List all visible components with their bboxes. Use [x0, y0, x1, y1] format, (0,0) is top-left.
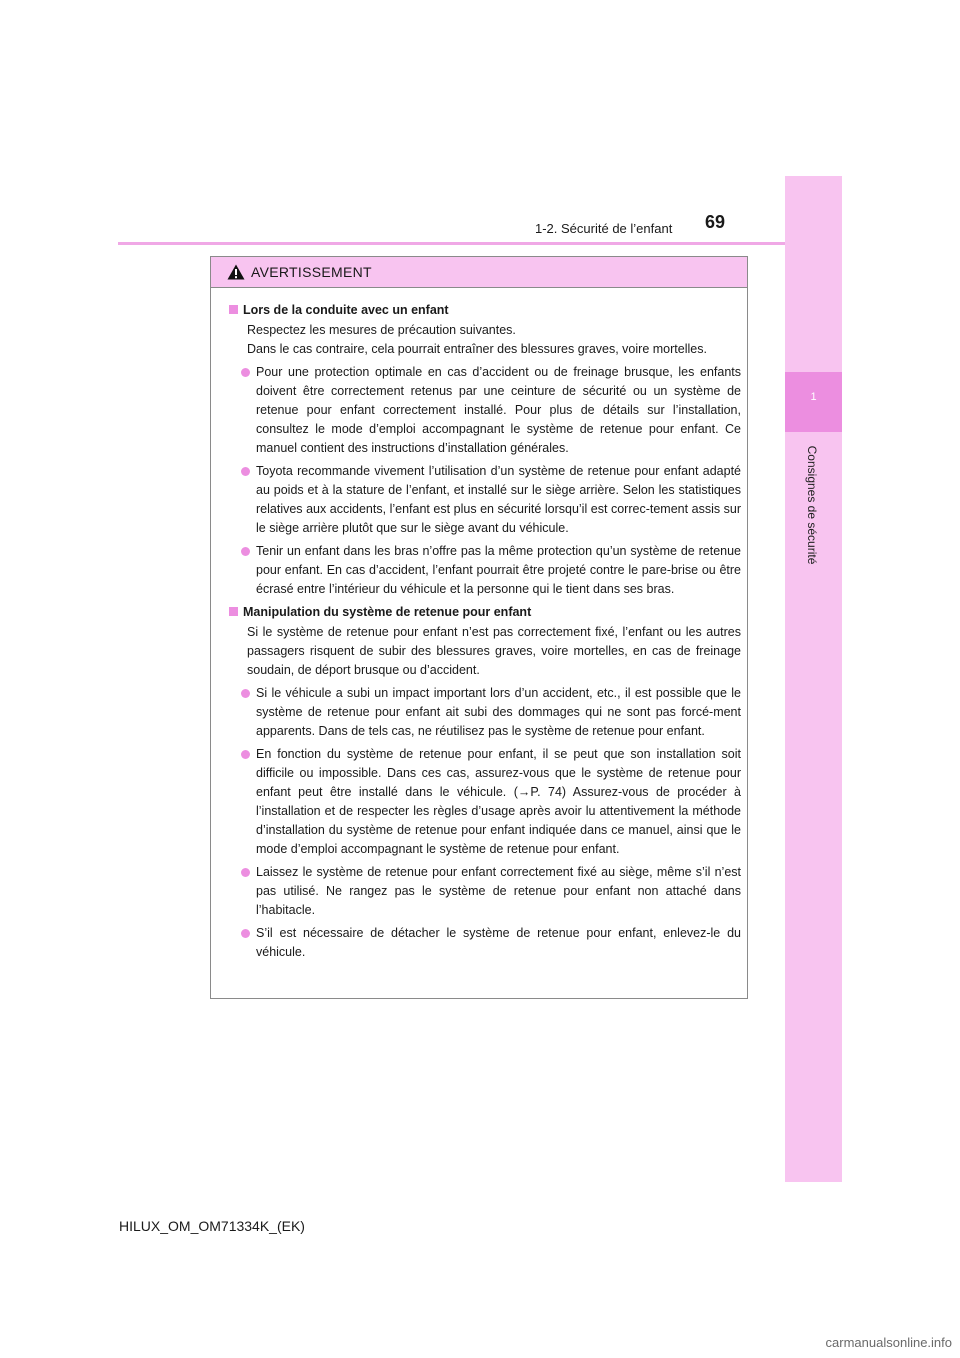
header-divider [118, 242, 842, 245]
bullet-dot-icon [241, 868, 250, 877]
section-title: 1-2. Sécurité de l’enfant [535, 221, 673, 236]
warning-triangle-icon [227, 264, 245, 280]
square-bullet-icon [229, 305, 238, 314]
warning-box [210, 256, 748, 999]
section-intro: Respectez les mesures de précaution suivantes. Dans le cas contraire, cela pourrait entraîner des blessures graves, voire mortelles. [247, 323, 707, 356]
warning-header [211, 257, 747, 288]
list-item: Pour une protection optimale en cas d’accident ou de freinage brusque, les enfants doivent être correctement retenus par une ceinture de sécurité ou un système de retenue pour enfant correctement installé. Pour plus de détails sur l’installation, consultez le mode d’emploi accompagnant le système de retenue pour enfant. Ce manuel contient des instructions d’installation générales. [241, 363, 741, 458]
square-bullet-icon [229, 607, 238, 616]
bullet-dot-icon [241, 547, 250, 556]
list-item: Tenir un enfant dans les bras n’offre pas la même protection qu’un système de retenue pour enfant. En cas d’accident, l’enfant pourrait être projeté contre le pare-brise ou être écrasé entre l’intérieur du véhicule et la personne qui le tient dans ses bras. [241, 542, 741, 599]
warning-body [211, 288, 747, 962]
chapter-number: 1 [810, 391, 817, 403]
list-item: Laissez le système de retenue pour enfant correctement fixé au siège, même s’il n’est pas utilisé. Ne rangez pas le système de retenue pour enfant non attaché dans l’habitacle. [241, 863, 741, 920]
bullet-dot-icon [241, 368, 250, 377]
section-intro: Si le système de retenue pour enfant n’est pas correctement fixé, l’enfant ou les autres passagers risquent de subir des blessures graves, voire mortelles, en cas de freinage soudain, de déport brusque ou d’accident. [247, 625, 741, 677]
chapter-side-tab[interactable] [785, 176, 842, 1182]
list-item: Si le véhicule a subi un impact important lors d’un accident, etc., il est possible que le système de retenue pour enfant ait subi des dommages qui ne sont pas forcé-ment apparents. Dans de tels cas, ne réutilisez pas le système de retenue pour enfant. [241, 684, 741, 741]
watermark: carmanualsonline.info [825, 1335, 952, 1350]
bullet-dot-icon [241, 750, 250, 759]
page-number: 69 [705, 212, 726, 232]
section-heading: Manipulation du système de retenue pour enfant [229, 603, 741, 622]
section-heading: Lors de la conduite avec un enfant [229, 301, 741, 320]
chapter-label: Consignes de sécurité [805, 445, 819, 565]
bullet-dot-icon [241, 689, 250, 698]
list-item: En fonction du système de retenue pour enfant, il se peut que son installation soit difficile ou impossible. Dans ces cas, assurez-vous que le système de retenue pour enfant peut être installé dans le véhicule. (→P. 74) Assurez-vous de procéder à l’installation et de respecter les règles d’usage après avoir lu attentivement la méthode d’installation du système de retenue pour enfant indiquée dans ce manuel, ainsi que le mode d’emploi accompagnant le système de retenue pour enfant. [241, 745, 741, 859]
list-item: S’il est nécessaire de détacher le système de retenue pour enfant, enlevez-le du véhicule. [241, 924, 741, 962]
bullet-dot-icon [241, 929, 250, 938]
warning-title: AVERTISSEMENT [251, 264, 372, 280]
bullet-dot-icon [241, 467, 250, 476]
document-code: HILUX_OM_OM71334K_(EK) [119, 1218, 305, 1234]
list-item: Toyota recommande vivement l’utilisation d’un système de retenue pour enfant adapté au poids et à la stature de l’enfant, et installé sur le siège arrière. Selon les statistiques relatives aux accidents, l’enfant est plus en sécurité lorsqu’il est correc-tement assis sur le siège arrière plutôt que sur le siège avant du véhicule. [241, 462, 741, 538]
